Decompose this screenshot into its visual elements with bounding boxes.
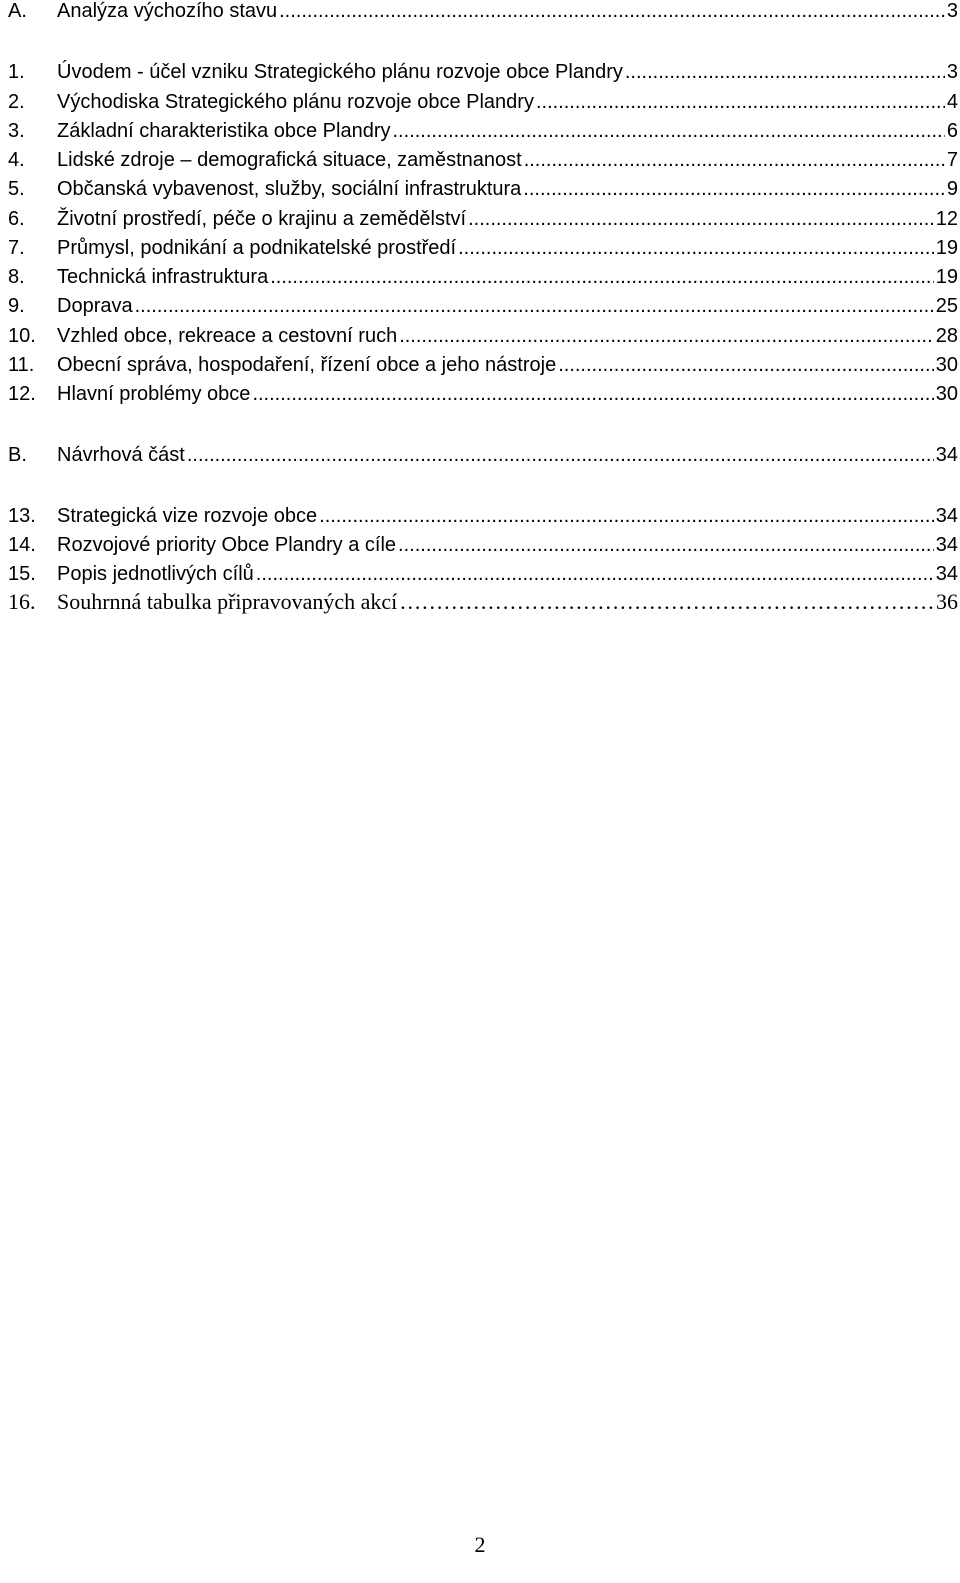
toc-entry-8[interactable] [8, 261, 958, 293]
toc-page: 30 [935, 383, 958, 405]
toc-title: Průmysl, podnikání a podnikatelské prostředí [57, 237, 457, 259]
toc-title: Lidské zdroje – demografická situace, zaměstnanost [57, 149, 522, 171]
toc-title: Úvodem - účel vzniku Strategického plánu rozvoje obce Plandry [57, 61, 623, 83]
toc-page: 30 [935, 354, 958, 376]
toc-page: 9 [946, 178, 958, 200]
toc-number: 12. [8, 383, 36, 405]
toc-leader [458, 232, 934, 264]
toc-leader [558, 349, 934, 381]
toc-entry-14[interactable] [8, 529, 958, 561]
toc-entry-6[interactable] [8, 203, 958, 235]
toc-page: 6 [946, 120, 958, 142]
toc-leader [135, 290, 934, 322]
toc-title: Obecní správa, hospodaření, řízení obce a jeho nástroje [57, 354, 557, 376]
toc-title: Doprava [57, 295, 133, 317]
toc-page: 12 [935, 208, 958, 230]
toc-number: 6. [8, 208, 25, 230]
toc-leader [279, 0, 945, 27]
toc-entry-a[interactable] [8, 0, 958, 27]
toc-entry-13[interactable] [8, 500, 958, 532]
toc-page: 3 [946, 61, 958, 83]
toc-number: 14. [8, 534, 36, 556]
toc-entry-3[interactable] [8, 115, 958, 147]
toc-leader [625, 56, 945, 88]
toc-leader [524, 144, 945, 176]
toc-leader [399, 320, 934, 352]
toc-number: 8. [8, 266, 25, 288]
toc-entry-2[interactable] [8, 86, 958, 118]
toc-number: 7. [8, 237, 25, 259]
toc-title: Souhrnná tabulka připravovaných akcí [57, 589, 398, 614]
toc-entry-16[interactable] [8, 586, 958, 618]
toc-entry-9[interactable] [8, 290, 958, 322]
toc-page: 34 [935, 534, 958, 556]
toc-entry-5[interactable] [8, 173, 958, 205]
toc-title: Občanská vybavenost, služby, sociální infrastruktura [57, 178, 522, 200]
toc-leader [393, 115, 945, 147]
toc-title: Životní prostředí, péče o krajinu a zemědělství [57, 208, 467, 230]
toc-title: Vzhled obce, rekreace a cestovní ruch [57, 325, 398, 347]
toc-entry-11[interactable] [8, 349, 958, 381]
toc-title: Analýza výchozího stavu [57, 0, 278, 22]
toc-entry-10[interactable] [8, 320, 958, 352]
toc-title: Návrhová část [57, 444, 185, 466]
toc-leader [468, 203, 934, 235]
toc-title: Východiska Strategického plánu rozvoje obce Plandry [57, 91, 534, 113]
toc-title: Popis jednotlivých cílů [57, 563, 254, 585]
toc-page: 36 [936, 589, 958, 614]
toc-title: Hlavní problémy obce [57, 383, 251, 405]
toc-leader [399, 586, 934, 618]
page-number: 2 [474, 1532, 486, 1557]
toc-number: 4. [8, 149, 25, 171]
toc-page: 19 [935, 266, 958, 288]
toc-number: A. [8, 0, 27, 22]
toc-entry-7[interactable] [8, 232, 958, 264]
toc-page: 34 [935, 505, 958, 527]
toc-page: 25 [935, 295, 958, 317]
toc-page: 34 [935, 563, 958, 585]
toc-number: B. [8, 444, 27, 466]
toc-number: 13. [8, 505, 36, 527]
toc-leader [536, 86, 945, 118]
toc-entry-b[interactable] [8, 439, 958, 471]
toc-leader [523, 173, 945, 205]
toc-page: 34 [935, 444, 958, 466]
toc-entry-4[interactable] [8, 144, 958, 176]
toc-page: 28 [935, 325, 958, 347]
toc-leader [270, 261, 934, 293]
toc-page: 4 [946, 91, 958, 113]
toc-number: 5. [8, 178, 25, 200]
toc-leader [187, 439, 934, 471]
toc-title: Strategická vize rozvoje obce [57, 505, 318, 527]
toc-title: Technická infrastruktura [57, 266, 269, 288]
toc-number: 15. [8, 563, 36, 585]
toc-number: 10. [8, 325, 36, 347]
toc-page: 7 [946, 149, 958, 171]
toc-page: 19 [935, 237, 958, 259]
toc-number: 11. [8, 354, 35, 376]
toc-number: 9. [8, 295, 25, 317]
toc-leader [398, 529, 934, 561]
toc-leader [319, 500, 934, 532]
toc-number: 16. [8, 589, 36, 614]
toc-number: 1. [8, 61, 25, 83]
toc-title: Rozvojové priority Obce Plandry a cíle [57, 534, 397, 556]
toc-leader [252, 378, 933, 410]
toc-title: Základní charakteristika obce Plandry [57, 120, 391, 142]
toc-entry-1[interactable] [8, 56, 958, 88]
toc-number: 3. [8, 120, 25, 142]
toc-number: 2. [8, 91, 25, 113]
toc-page: 3 [946, 0, 958, 22]
toc-entry-12[interactable] [8, 378, 958, 410]
